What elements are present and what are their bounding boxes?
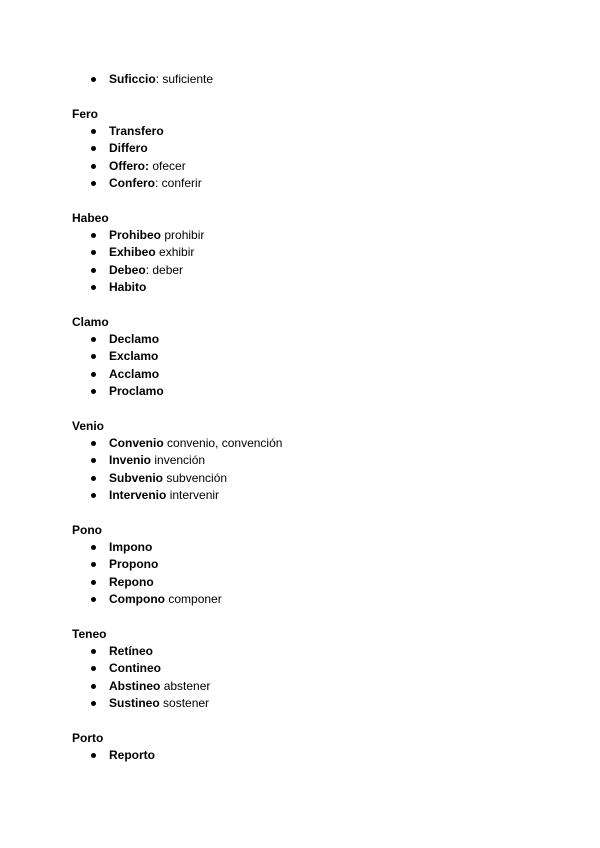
- bullet-icon: [91, 753, 96, 758]
- item-list: [72, 331, 552, 400]
- list-item: [72, 695, 552, 712]
- latin-term: Exhibeo: [109, 245, 156, 260]
- group-title: Clamo: [72, 315, 109, 329]
- group-title: Porto: [72, 731, 104, 745]
- list-item: [72, 244, 552, 261]
- bullet-icon: [91, 562, 96, 567]
- list-item: [72, 71, 552, 88]
- group-title: Habeo: [72, 211, 109, 225]
- latin-term: Subvenio: [109, 470, 164, 485]
- latin-term: Repono: [109, 574, 154, 589]
- latin-term: Differo: [109, 141, 148, 156]
- bullet-icon: [91, 164, 96, 169]
- spanish-meaning: intervenir: [169, 487, 220, 502]
- latin-term: Debeo: [109, 262, 146, 277]
- spanish-meaning: componer: [168, 591, 222, 606]
- item-list: [72, 123, 552, 192]
- item-list: [72, 747, 552, 764]
- bullet-icon: [91, 666, 96, 671]
- separator: :: [145, 262, 153, 277]
- list-item: [72, 175, 552, 192]
- latin-term: Impono: [109, 540, 153, 554]
- bullet-icon: [91, 476, 96, 481]
- spanish-meaning: invención: [154, 453, 206, 468]
- spanish-meaning: prohibir: [164, 228, 205, 242]
- latin-term: Proclamo: [109, 383, 164, 398]
- list-item: [72, 140, 552, 157]
- spanish-meaning: sostener: [163, 695, 210, 710]
- group-porto: [72, 730, 552, 764]
- latin-term: Acclamo: [109, 366, 160, 381]
- bullet-icon: [91, 77, 96, 82]
- list-item: [72, 643, 552, 660]
- latin-term: Reporto: [109, 748, 155, 762]
- list-item: [72, 279, 552, 296]
- list-item: [72, 158, 552, 175]
- bullet-icon: [91, 580, 96, 585]
- bullet-icon: [91, 146, 96, 151]
- bullet-icon: [91, 337, 96, 342]
- list-item: [72, 383, 552, 400]
- bullet-icon: [91, 129, 96, 134]
- latin-term: Confero: [109, 175, 155, 190]
- bullet-icon: [91, 354, 96, 359]
- group-venio: [72, 418, 552, 504]
- bullet-icon: [91, 441, 96, 446]
- item-list: [72, 643, 552, 712]
- group-title: Fero: [72, 107, 99, 121]
- bullet-icon: [91, 701, 96, 706]
- item-list: [72, 435, 552, 504]
- latin-term: Offero:: [109, 158, 149, 173]
- list-item: [72, 678, 552, 695]
- list-item: [72, 591, 552, 608]
- latin-term: Propono: [109, 557, 159, 572]
- group-habeo: [72, 210, 552, 296]
- group-pono: [72, 522, 552, 608]
- item-list: [72, 71, 552, 88]
- bullet-icon: [91, 684, 96, 689]
- latin-term: Intervenio: [109, 487, 167, 502]
- item-list: [72, 227, 552, 296]
- bullet-icon: [91, 181, 96, 186]
- group-suficcio: [72, 71, 552, 88]
- bullet-icon: [91, 458, 96, 463]
- group-title: Pono: [72, 523, 102, 537]
- bullet-icon: [91, 285, 96, 290]
- list-item: [72, 574, 552, 591]
- group-clamo: [72, 314, 552, 400]
- list-item: [72, 348, 552, 365]
- latin-term: Transfero: [109, 124, 164, 138]
- spanish-meaning: ofecer: [152, 158, 186, 173]
- group-fero: [72, 106, 552, 192]
- spanish-meaning: conferir: [161, 175, 202, 190]
- list-item: [72, 123, 552, 140]
- latin-term: Invenio: [109, 453, 152, 468]
- latin-term: Prohibeo: [109, 228, 162, 242]
- latin-term: Exclamo: [109, 349, 159, 364]
- spanish-meaning: deber: [152, 262, 184, 277]
- latin-term: Retíneo: [109, 644, 154, 658]
- bullet-icon: [91, 250, 96, 255]
- latin-term: Sustineo: [109, 695, 160, 710]
- list-item: [72, 331, 552, 348]
- bullet-icon: [91, 233, 96, 238]
- spanish-meaning: subvención: [166, 470, 228, 485]
- list-item: [72, 435, 552, 452]
- bullet-icon: [91, 649, 96, 654]
- latin-term: Abstineo: [109, 678, 161, 693]
- list-item: [72, 452, 552, 469]
- spanish-meaning: exhibir: [159, 245, 195, 260]
- list-item: [72, 366, 552, 383]
- bullet-icon: [91, 389, 96, 394]
- latin-term: Compono: [109, 591, 165, 606]
- list-item: [72, 262, 552, 279]
- list-item: [72, 660, 552, 677]
- list-item: [72, 227, 552, 244]
- latin-term: Contineo: [109, 661, 161, 676]
- list-item: [72, 556, 552, 573]
- bullet-icon: [91, 493, 96, 498]
- bullet-icon: [91, 545, 96, 550]
- group-teneo: [72, 626, 552, 712]
- list-item: [72, 747, 552, 764]
- latin-term: Declamo: [109, 332, 160, 346]
- group-title: Teneo: [72, 627, 107, 641]
- latin-term: Habito: [109, 279, 147, 294]
- latin-term: Convenio: [109, 436, 164, 450]
- separator: :: [155, 175, 162, 190]
- bullet-icon: [91, 597, 96, 602]
- latin-term: Suficcio: [109, 72, 156, 86]
- item-list: [72, 539, 552, 608]
- list-item: [72, 487, 552, 504]
- spanish-meaning: abstener: [163, 678, 211, 693]
- spanish-meaning: convenio, convención: [167, 436, 283, 450]
- bullet-icon: [91, 268, 96, 273]
- group-title: Venio: [72, 419, 105, 433]
- separator: :: [155, 72, 163, 86]
- spanish-meaning: suficiente: [162, 72, 214, 86]
- bullet-icon: [91, 372, 96, 377]
- list-item: [72, 539, 552, 556]
- list-item: [72, 470, 552, 487]
